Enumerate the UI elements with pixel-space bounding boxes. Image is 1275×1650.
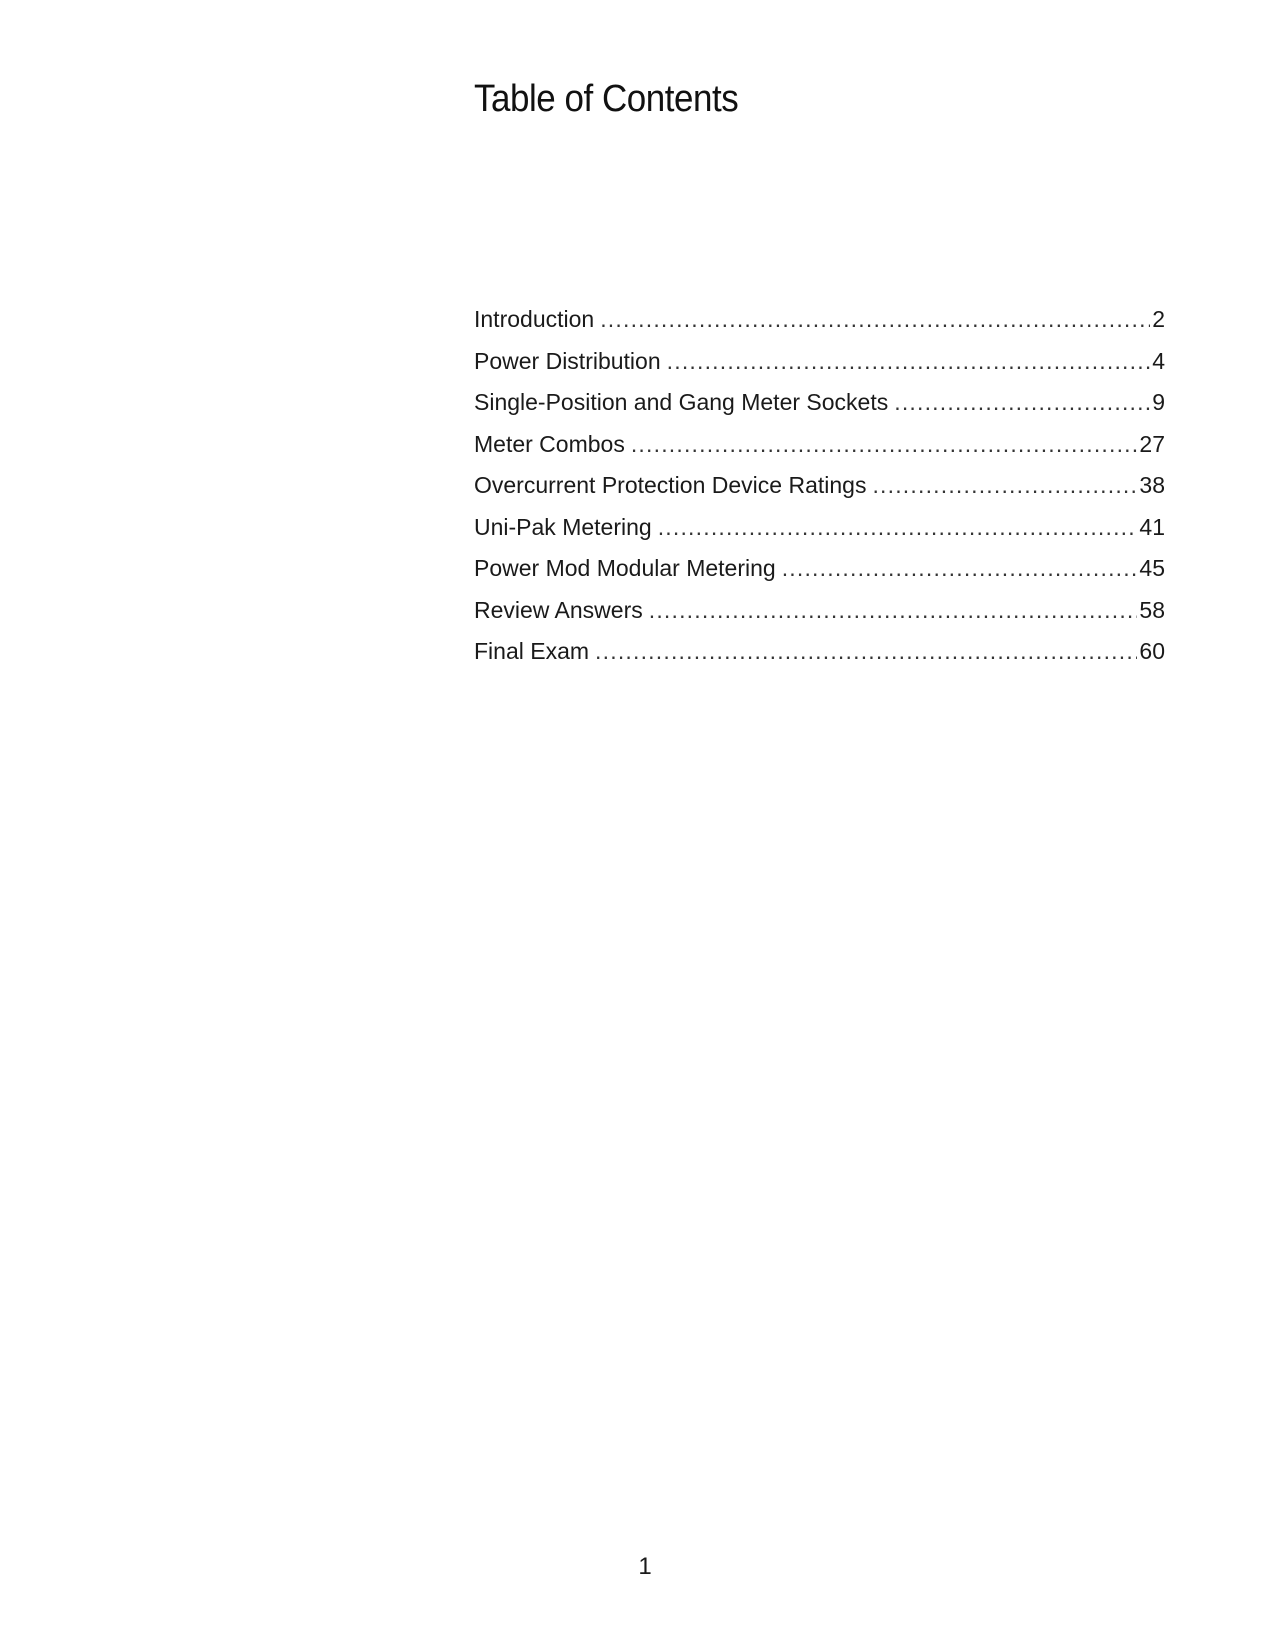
dot-leader [667, 348, 1151, 375]
toc-entry-page: 45 [1139, 555, 1165, 581]
dot-leader [595, 638, 1137, 665]
toc-entry-title: Introduction [474, 306, 595, 332]
toc-entry-introduction [474, 306, 1165, 348]
page-number: 1 [638, 1553, 652, 1580]
toc-entry-page: 9 [1152, 389, 1165, 415]
toc-entry-page: 27 [1139, 430, 1165, 457]
toc-entry-final-exam [474, 638, 1165, 680]
toc-entry-page: 60 [1139, 638, 1165, 664]
toc-entry-overcurrent-protection [474, 472, 1165, 514]
table-of-contents [474, 306, 1165, 680]
dot-leader [894, 389, 1150, 416]
page-title: Table of Contents [474, 78, 739, 120]
toc-entry-meter-combos [474, 431, 1165, 473]
toc-entry-title: Final Exam [474, 638, 590, 664]
toc-entry-title: Uni-Pak Metering [474, 513, 652, 540]
toc-entry-title: Review Answers [474, 596, 643, 623]
toc-entry-page: 58 [1139, 596, 1165, 623]
toc-entry-power-distribution [474, 348, 1165, 390]
dot-leader [649, 597, 1138, 624]
toc-entry-title: Single-Position and Gang Meter Sockets [474, 389, 889, 415]
toc-entry-review-answers [474, 597, 1165, 639]
toc-entry-page: 38 [1139, 472, 1165, 498]
dot-leader [782, 555, 1138, 582]
toc-entry-title: Power Mod Modular Metering [474, 555, 776, 581]
toc-entry-title: Power Distribution [474, 347, 661, 374]
toc-entry-page: 41 [1139, 513, 1165, 540]
dot-leader [872, 472, 1137, 499]
toc-entry-title: Overcurrent Protection Device Ratings [474, 472, 867, 498]
toc-entry-title: Meter Combos [474, 430, 625, 457]
dot-leader [631, 431, 1138, 458]
dot-leader [600, 306, 1150, 333]
toc-entry-power-mod-metering [474, 555, 1165, 597]
toc-entry-uni-pak-metering [474, 514, 1165, 556]
toc-entry-page: 2 [1152, 306, 1165, 332]
toc-entry-page: 4 [1152, 347, 1165, 374]
toc-entry-meter-sockets [474, 389, 1165, 431]
dot-leader [658, 514, 1138, 541]
